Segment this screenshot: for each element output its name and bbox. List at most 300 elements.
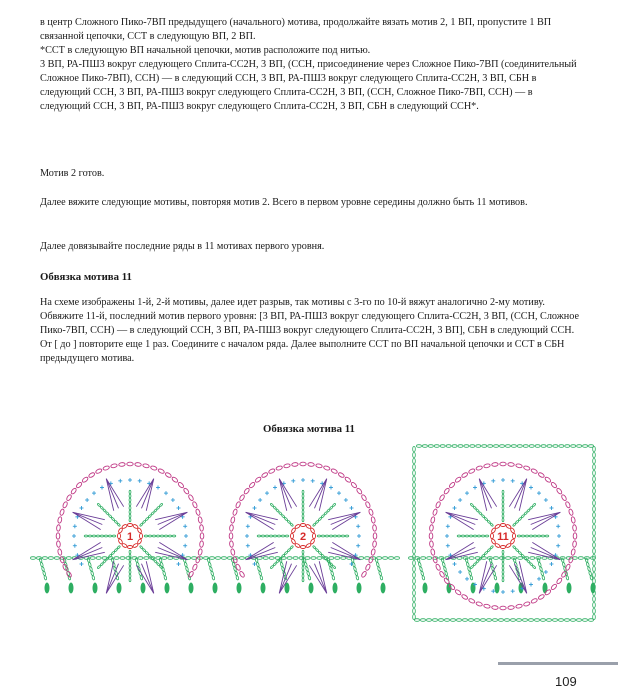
- ellipse: [502, 490, 504, 494]
- outer-chain-stitch: [556, 577, 563, 584]
- outer-chain-stitch: [531, 598, 538, 604]
- outer-chain-stitch: [198, 549, 203, 556]
- outer-chain-stitch: [571, 549, 576, 556]
- outer-chain-stitch: [449, 482, 456, 489]
- outer-chain-stitch: [229, 541, 233, 548]
- ellipse: [593, 506, 596, 511]
- ellipse: [329, 567, 332, 572]
- ellipse: [321, 535, 325, 537]
- outer-chain-stitch: [344, 476, 351, 483]
- outer-chain-stitch: [439, 494, 445, 501]
- outer-chain-stitch: [119, 462, 126, 466]
- ellipse: [394, 557, 399, 560]
- ellipse: [570, 619, 575, 622]
- green-leaf: [45, 583, 50, 594]
- ellipse: [413, 452, 416, 457]
- ellipse: [352, 562, 355, 567]
- ellipse: [500, 445, 505, 448]
- outer-chain-stitch: [492, 605, 499, 609]
- ellipse: [473, 535, 477, 537]
- paragraph-scheme-description: На схеме изображены 1-й, 2-й мотивы, далее идет разрыв, так мотивы с 3-го по 10-й вяжут аналогично 2-му мотиву.: [40, 297, 545, 308]
- outer-chain-stitch: [430, 549, 435, 556]
- ellipse: [163, 571, 166, 576]
- ellipse: [129, 518, 131, 522]
- outer-chain-stitch: [461, 594, 468, 600]
- ellipse: [421, 557, 426, 560]
- ellipse: [502, 570, 504, 574]
- ellipse: [470, 445, 475, 448]
- ellipse: [164, 535, 168, 537]
- outer-chain-stitch: [516, 463, 523, 468]
- ellipse: [413, 554, 416, 559]
- ellipse: [413, 548, 416, 553]
- outer-chain-stitch: [261, 472, 268, 478]
- ellipse: [302, 510, 304, 514]
- ellipse: [129, 490, 131, 494]
- ellipse: [562, 562, 565, 567]
- outer-chain-stitch: [516, 604, 523, 609]
- outer-chain-stitch: [365, 501, 371, 508]
- ellipse: [332, 503, 336, 507]
- ellipse: [97, 503, 101, 507]
- center-chain-stitch: [505, 543, 511, 548]
- ellipse: [541, 535, 545, 537]
- ellipse: [438, 619, 443, 622]
- ellipse: [539, 567, 542, 572]
- ellipse: [502, 498, 504, 502]
- ellipse: [209, 567, 212, 572]
- ellipse: [532, 565, 536, 569]
- outer-chain-stitch: [550, 482, 557, 489]
- ellipse: [159, 565, 163, 569]
- ellipse: [452, 445, 457, 448]
- center-chain-stitch: [127, 546, 132, 549]
- outer-chain-stitch: [165, 472, 172, 478]
- outer-chain-stitch: [371, 549, 376, 556]
- ellipse: [537, 535, 541, 537]
- outer-chain-stitch: [230, 549, 235, 556]
- outer-chain-stitch: [59, 556, 65, 563]
- outer-chain-stitch: [229, 525, 233, 532]
- green-leaf: [213, 583, 218, 594]
- ellipse: [434, 445, 439, 448]
- outer-chain-stitch: [565, 501, 571, 508]
- ellipse: [488, 445, 493, 448]
- ellipse: [270, 503, 274, 507]
- center-chain-stitch: [510, 527, 515, 533]
- ellipse: [144, 557, 149, 560]
- ellipse: [66, 557, 71, 560]
- ellipse: [427, 557, 432, 560]
- ellipse: [583, 445, 588, 448]
- ellipse: [582, 619, 587, 622]
- outer-chain-stitch: [429, 533, 433, 539]
- ellipse: [502, 514, 504, 518]
- motif-1: [56, 462, 204, 593]
- outer-chain-stitch: [443, 577, 450, 584]
- outer-chain-stitch: [476, 465, 483, 471]
- ellipse: [468, 619, 473, 622]
- outer-chain-stitch: [316, 463, 323, 468]
- ellipse: [236, 575, 239, 580]
- ellipse: [211, 571, 214, 576]
- paragraph-next-motifs: Далее вяжите следующие мотивы, повторяя мотив 2. Всего в первом уровне середины должно быть 11 мотивов.: [40, 197, 528, 208]
- ellipse: [482, 445, 487, 448]
- outer-chain-stitch: [435, 564, 441, 571]
- green-border: [30, 557, 399, 594]
- outer-chain-stitch: [199, 525, 203, 532]
- ellipse: [492, 619, 497, 622]
- ellipse: [593, 494, 596, 499]
- outer-chain-stitch: [300, 462, 306, 466]
- ellipse: [97, 565, 101, 569]
- outer-chain-stitch: [350, 482, 357, 489]
- outer-chain-stitch: [88, 472, 95, 478]
- outer-chain-stitch: [476, 601, 483, 607]
- ellipse: [593, 482, 596, 487]
- ellipse: [502, 502, 504, 506]
- ellipse: [331, 571, 334, 576]
- ellipse: [380, 575, 383, 580]
- ellipse: [172, 535, 176, 537]
- ellipse: [593, 536, 596, 541]
- ellipse: [317, 557, 322, 560]
- outer-chain-stitch: [568, 556, 574, 563]
- ellipse: [593, 530, 596, 535]
- ellipse: [494, 575, 497, 580]
- ellipse: [302, 514, 304, 518]
- ellipse: [529, 445, 534, 448]
- green-leaf: [261, 583, 266, 594]
- ellipse: [498, 619, 503, 622]
- ellipse: [129, 562, 131, 566]
- outer-chain-stitch: [368, 509, 374, 516]
- ellipse: [129, 570, 131, 574]
- ellipse: [308, 575, 311, 580]
- outer-chain-stitch: [103, 465, 110, 471]
- ellipse: [505, 445, 510, 448]
- tall-stitch: [246, 512, 274, 529]
- ellipse: [593, 446, 596, 451]
- ellipse: [558, 619, 563, 622]
- ellipse: [538, 562, 541, 567]
- ellipse: [413, 596, 416, 601]
- ellipse: [413, 590, 416, 595]
- outer-chain-stitch: [56, 533, 60, 539]
- outer-chain-stitch: [283, 463, 290, 468]
- outer-chain-stitch: [62, 501, 68, 508]
- text-motif-11: [40, 296, 585, 366]
- ellipse: [450, 619, 455, 622]
- ellipse: [90, 557, 95, 560]
- ellipse: [593, 512, 596, 517]
- page-number: 109: [555, 674, 577, 689]
- ellipse: [30, 557, 35, 560]
- ellipse: [160, 535, 164, 537]
- center-chain-stitch: [132, 543, 138, 548]
- center-chain-stitch: [121, 524, 127, 529]
- green-leaf: [69, 583, 74, 594]
- ellipse: [129, 566, 131, 570]
- ellipse: [442, 562, 445, 567]
- center-chain-stitch: [137, 527, 142, 533]
- outer-chain-stitch: [192, 501, 198, 508]
- ellipse: [96, 557, 101, 560]
- ellipse: [537, 558, 540, 563]
- center-chain-stitch: [127, 524, 132, 527]
- ellipse: [444, 619, 449, 622]
- ellipse: [212, 575, 215, 580]
- crochet-diagram: [28, 440, 598, 630]
- green-leaf: [495, 583, 500, 594]
- ellipse: [565, 445, 570, 448]
- outer-chain-stitch: [572, 541, 576, 548]
- ellipse: [517, 445, 522, 448]
- center-chain-stitch: [310, 527, 315, 533]
- outer-chain-stitch: [538, 472, 545, 478]
- ellipse: [377, 567, 380, 572]
- center-chain-stitch: [313, 533, 316, 538]
- ellipse: [541, 445, 546, 448]
- ellipse: [208, 562, 211, 567]
- outer-chain-stitch: [443, 487, 450, 494]
- outer-chain-stitch: [95, 468, 102, 474]
- ellipse: [469, 571, 472, 576]
- ellipse: [159, 503, 163, 507]
- ellipse: [100, 535, 104, 537]
- ellipse: [413, 560, 416, 565]
- center-chain-stitch: [305, 543, 311, 548]
- outer-chain-stitch: [483, 463, 490, 468]
- ellipse: [287, 557, 292, 560]
- green-leaf: [165, 583, 170, 594]
- center-chain-stitch: [118, 533, 121, 538]
- outer-chain-stitch: [372, 525, 376, 532]
- outer-chain-stitch: [483, 604, 490, 609]
- outer-chain-stitch: [435, 501, 441, 508]
- ellipse: [413, 572, 416, 577]
- outer-chain-stitch: [230, 516, 235, 523]
- outer-chain-stitch: [454, 589, 461, 596]
- ellipse: [502, 578, 504, 582]
- ellipse: [443, 567, 446, 572]
- ellipse: [353, 567, 356, 572]
- tall-stitch: [332, 512, 360, 529]
- ellipse: [465, 535, 469, 537]
- ellipse: [502, 518, 504, 522]
- figure-title: Обвязка мотива 11: [263, 423, 355, 435]
- ellipse: [474, 619, 479, 622]
- ellipse: [413, 530, 416, 535]
- ellipse: [593, 518, 596, 523]
- ellipse: [129, 502, 131, 506]
- ellipse: [545, 535, 549, 537]
- ellipse: [325, 535, 329, 537]
- outer-chain-stitch: [239, 571, 245, 578]
- ellipse: [428, 445, 433, 448]
- ellipse: [332, 565, 336, 569]
- ellipse: [530, 557, 535, 560]
- ellipse: [148, 535, 152, 537]
- outer-chain-stitch: [150, 465, 157, 471]
- ellipse: [48, 557, 53, 560]
- ellipse: [144, 535, 148, 537]
- ellipse: [129, 498, 131, 502]
- outer-chain-stitch: [188, 494, 194, 501]
- ellipse: [413, 524, 416, 529]
- ellipse: [523, 445, 528, 448]
- ellipse: [528, 619, 533, 622]
- ellipse: [421, 571, 424, 576]
- ellipse: [341, 535, 345, 537]
- outer-chain-stitch: [66, 494, 72, 501]
- text-block-continuation: [40, 16, 585, 114]
- motif-2: [229, 462, 377, 593]
- outer-chain-stitch: [556, 487, 563, 494]
- ellipse: [511, 445, 516, 448]
- ellipse: [184, 562, 187, 567]
- ellipse: [209, 557, 214, 560]
- green-leaf: [357, 583, 362, 594]
- ellipse: [593, 524, 596, 529]
- outer-chain-stitch: [468, 598, 475, 604]
- ellipse: [329, 535, 333, 537]
- ellipse: [469, 535, 473, 537]
- paragraph-motif-done: Мотив 2 готов.: [40, 168, 105, 179]
- ellipse: [446, 445, 451, 448]
- ellipse: [593, 452, 596, 457]
- ellipse: [502, 574, 504, 578]
- ellipse: [494, 445, 499, 448]
- tall-stitch: [446, 512, 474, 529]
- center-chain-stitch: [300, 524, 305, 527]
- ellipse: [413, 566, 416, 571]
- outer-chain-stitch: [57, 516, 62, 523]
- ellipse: [302, 494, 304, 498]
- ellipse: [586, 562, 589, 567]
- center-chain-stitch: [294, 524, 300, 529]
- ellipse: [502, 550, 504, 554]
- ellipse: [333, 535, 337, 537]
- ellipse: [426, 619, 431, 622]
- ellipse: [576, 619, 581, 622]
- page-number-bar: [498, 662, 618, 665]
- ellipse: [285, 535, 289, 537]
- green-leaf: [237, 583, 242, 594]
- paragraph-last-rows: Далее довязывайте последние ряды в 11 мотивах первого уровня.: [40, 241, 325, 252]
- motif-number-label: 11: [497, 531, 509, 543]
- ellipse: [571, 445, 576, 448]
- ellipse: [510, 619, 515, 622]
- ellipse: [239, 557, 244, 560]
- outer-chain-stitch: [56, 525, 60, 532]
- green-leaf: [567, 583, 572, 594]
- outer-chain-stitch: [356, 487, 363, 494]
- section-heading: Обвязка мотива 11: [40, 271, 132, 283]
- ellipse: [341, 557, 346, 560]
- outer-chain-stitch: [292, 462, 299, 466]
- ellipse: [593, 560, 596, 565]
- green-leaf: [189, 583, 194, 594]
- ellipse: [540, 619, 545, 622]
- ellipse: [593, 464, 596, 469]
- outer-chain-stitch: [59, 509, 65, 516]
- ellipse: [502, 558, 504, 562]
- ellipse: [413, 488, 416, 493]
- outer-chain-stitch: [200, 533, 204, 539]
- ellipse: [414, 619, 419, 622]
- ellipse: [332, 575, 335, 580]
- ellipse: [440, 445, 445, 448]
- ellipse: [302, 570, 304, 574]
- outer-chain-stitch: [461, 472, 468, 478]
- outer-chain-stitch: [323, 465, 330, 471]
- outer-chain-stitch: [454, 476, 461, 483]
- center-chain-stitch: [118, 538, 123, 544]
- ellipse: [88, 535, 92, 537]
- ellipse: [87, 558, 90, 563]
- ellipse: [376, 562, 379, 567]
- outer-chain-stitch: [573, 533, 577, 539]
- ellipse: [593, 542, 596, 547]
- ellipse: [260, 575, 263, 580]
- ellipse: [129, 506, 131, 510]
- outer-chain-stitch: [192, 564, 198, 571]
- motif-number-label: 2: [299, 531, 307, 543]
- ellipse: [419, 567, 422, 572]
- ellipse: [493, 557, 498, 560]
- tall-stitch: [479, 479, 496, 507]
- outer-chain-stitch: [572, 525, 576, 532]
- ellipse: [120, 557, 125, 560]
- ellipse: [413, 458, 416, 463]
- outer-chain-stitch: [235, 501, 241, 508]
- ellipse: [516, 619, 521, 622]
- ellipse: [337, 535, 341, 537]
- green-leaf: [381, 583, 386, 594]
- ellipse: [578, 557, 583, 560]
- outer-chain-stitch: [243, 487, 250, 494]
- ellipse: [593, 488, 596, 493]
- ellipse: [593, 458, 596, 463]
- ellipse: [445, 571, 448, 576]
- ellipse: [518, 557, 523, 560]
- ellipse: [375, 558, 378, 563]
- paragraph-note-sst: *ССТ в следующую ВП начальной цепочки, мотив расположите под нитью.: [40, 45, 371, 56]
- section-heading-wrap: [40, 270, 585, 284]
- ellipse: [302, 550, 304, 554]
- outer-chain-stitch: [429, 541, 433, 548]
- ellipse: [418, 562, 421, 567]
- ellipse: [416, 445, 421, 448]
- outer-chain-stitch: [338, 472, 345, 478]
- ellipse: [162, 557, 167, 560]
- ellipse: [129, 550, 131, 554]
- ellipse: [152, 535, 156, 537]
- ellipse: [88, 562, 91, 567]
- ellipse: [546, 619, 551, 622]
- ellipse: [112, 535, 116, 537]
- outer-chain-stitch: [195, 509, 201, 516]
- outer-chain-stitch: [56, 541, 60, 548]
- outer-chain-stitch: [239, 494, 245, 501]
- ellipse: [593, 470, 596, 475]
- outer-chain-stitch: [523, 601, 530, 607]
- green-leaf: [117, 583, 122, 594]
- outer-chain-stitch: [127, 462, 133, 466]
- outer-chain-stitch: [544, 476, 551, 483]
- outer-chain-stitch: [561, 494, 567, 501]
